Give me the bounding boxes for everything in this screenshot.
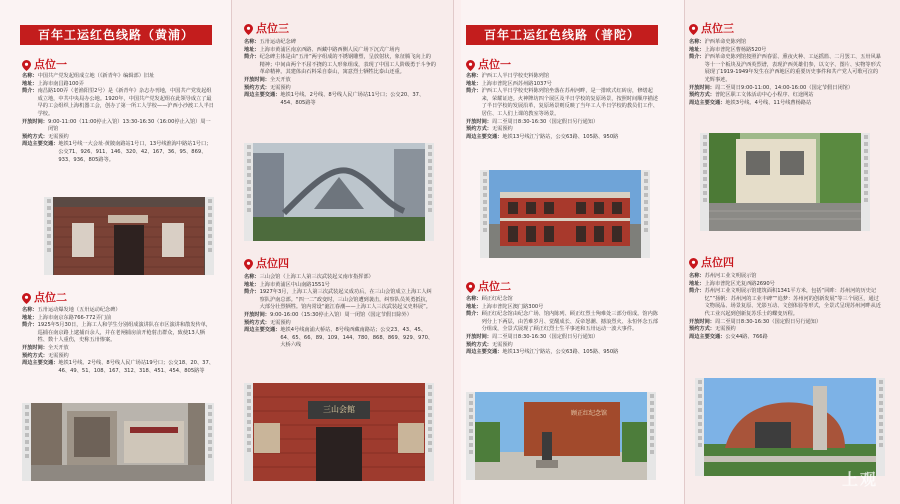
film-strip bbox=[861, 133, 870, 231]
film-strip bbox=[244, 383, 253, 481]
point-info bbox=[244, 274, 436, 350]
info-row-name: 名称： 五卅运动纪念碑 bbox=[244, 39, 296, 45]
fold-line bbox=[684, 0, 685, 504]
point-title: 点位四 bbox=[256, 257, 289, 270]
photo-gu-zhenghong-memorial bbox=[466, 392, 656, 480]
info-row-intro: 简介： 纪念碑主体是由“五卅”两字组成的不锈钢雕塑，呈放射状，象征腾飞向上的精神；中间由两个不屈不挠的工人形象组成，表现了中国工人阶级勇于斗争的革命精神。其建体由石料采自泰山，寓意烈士牺牲比泰山还重。 bbox=[244, 54, 436, 76]
film-strip bbox=[480, 170, 489, 258]
film-strip bbox=[425, 143, 434, 241]
location-pin-icon bbox=[244, 259, 253, 270]
film-strip bbox=[700, 133, 709, 231]
location-pin-icon bbox=[689, 24, 698, 35]
point-info bbox=[689, 273, 881, 341]
point-heading bbox=[244, 22, 289, 36]
info-row-intro: 简介： 南昌路100弄（老渔阳里2号）是《新青年》杂志办刊地，中国共产党发起组成立地，中共中央局办公地。1920年，中国共产党发起组在此领导成立了最早的工会组织上海机器工会，创办了第一所工人学校——沪西小沙渡工人半日学校。 bbox=[22, 88, 214, 117]
point-title: 点位三 bbox=[701, 22, 734, 35]
location-pin-icon bbox=[466, 282, 475, 293]
film-strip bbox=[205, 197, 214, 275]
info-row-intro: 简介： 沪西革命史陈列馆按照沪西春雷、熏夜火种、工运摇篮、二月罢工、五卅风暴等十一个板块及沪西英烈谱，表现沪西英雄们参，以文字、图片、实物等形式展现了1919-1949年发生在沪西地区的重要历史事件和共产党人可歌可泣的光辉事迹。 bbox=[689, 54, 881, 83]
info-row-address: 地址： 上海市南京东路766-772弄门前 bbox=[22, 314, 112, 321]
film-strip bbox=[205, 403, 214, 481]
info-row-hours: 开放时间： 周二至周日8:30-16:30（国定假日另行通知） bbox=[466, 118, 599, 125]
point-title: 点位三 bbox=[256, 22, 289, 35]
point-info bbox=[244, 39, 436, 107]
fold-line bbox=[453, 0, 454, 504]
info-row-hours: 开放时间： 周二至周日8:30-16:30（国定假日另行通知） bbox=[689, 318, 822, 325]
info-row-name: 名称： 三山会馆（上海工人第三次武装起义南市指挥部） bbox=[244, 274, 374, 280]
film-strip bbox=[244, 143, 253, 241]
film-strip bbox=[22, 403, 31, 481]
info-row-name: 名称： 中国共产党发起组成立地（《新青年》编辑部）旧址 bbox=[22, 73, 155, 79]
info-row-booking: 预约方式： 无需预约 bbox=[244, 84, 291, 91]
info-row-intro: 简介： 顾正红纪念馆由纪念广场、馆内陈列、顾正红烈士殉难处三部分组成。馆内陈列分上下两层，由苦难岁月、觉醒成长、反帝怒潮、撼浪烈火、永恒怀念五部分组成，全景式展现了顾正红烈士生平事迹和五卅运动一波大事件。 bbox=[466, 311, 658, 333]
sign-text: 顾正红纪念馆 bbox=[570, 410, 607, 417]
info-row-booking: 预约方式： 无需预约 bbox=[22, 133, 69, 140]
info-row-booking: 预约方式： 无需预约 bbox=[466, 341, 513, 348]
watermark-logo: 上观 bbox=[841, 470, 878, 489]
info-row-transport: 周边主要交通： 地铁1号线、2号线、8号线人民广场站19号口；公交18、20、37、46、49、51、108、167、312、318、451、454、805路等 bbox=[22, 360, 214, 374]
point-title: 点位一 bbox=[478, 58, 511, 71]
sign-text: 三山会館 bbox=[323, 405, 355, 414]
info-row-booking: 预约方式： 无需预约 bbox=[244, 319, 291, 326]
info-row-hours: 开放时间： 全天开放 bbox=[244, 76, 291, 83]
point-title: 点位四 bbox=[701, 256, 734, 269]
route-banner-putuo: 百年工运红色线路（普陀） bbox=[466, 25, 658, 45]
point-info bbox=[466, 73, 658, 141]
photo-worker-school-building bbox=[480, 170, 650, 258]
info-row-transport: 周边主要交通： 公交44路、766路 bbox=[689, 333, 768, 340]
info-row-address: 地址： 上海市黄浦区中山南路1551号 bbox=[244, 281, 330, 288]
info-row-booking: 预约方式： 无需预约 bbox=[466, 126, 513, 133]
info-row-intro: 简介： 苏州河工业文明展示馆建筑面积1341平方米，包括“回眸：苏州河的历史记忆”“扬帆：苏州河的工业丰碑”“追梦：苏州河的创新发展”等三个展区，通过文物展品、场景复原、光影互动、文创体验等形式，全景式呈现苏州河畔从近代工业兴起到创新复苏乐士的蝶变历程。 bbox=[689, 288, 881, 317]
info-row-booking: 预约方式： 无需预约 bbox=[22, 352, 69, 359]
route-banner-huangpu: 百年工运红色线路（黄浦） bbox=[20, 25, 212, 45]
film-strip bbox=[641, 170, 650, 258]
info-row-transport: 周边主要交通： 地铁3号线、4号线、11号线曹杨路站 bbox=[689, 99, 812, 106]
location-pin-icon bbox=[466, 60, 475, 71]
info-row-transport: 周边主要交通： 地铁1号线一大会址·黄陂南路站1号口，13号线淮海中路站1号口；公交71、926、911、146、320、42、167、36、95、869、933、936、805路等。 bbox=[22, 141, 212, 163]
film-strip bbox=[44, 197, 53, 275]
info-row-hours: 开放时间： 全天开放 bbox=[22, 344, 69, 351]
point-heading bbox=[466, 58, 511, 72]
location-pin-icon bbox=[22, 293, 31, 304]
point-info bbox=[466, 296, 658, 357]
info-row-address: 地址： 上海市普陀区西苏州路1037号 bbox=[466, 80, 552, 87]
point-heading bbox=[22, 291, 67, 305]
location-pin-icon bbox=[22, 60, 31, 71]
film-strip bbox=[647, 392, 656, 480]
photo-street-memorial bbox=[22, 403, 214, 481]
info-row-transport: 周边主要交通： 地铁4号线南浦大桥站、8号线西藏南路站；公交23、43、45、64、65、66、89、109、144、780、868、869、929、970、大桥六线 bbox=[244, 327, 434, 349]
info-row-address: 地址： 上海市南昌路100弄 bbox=[22, 80, 84, 87]
info-row-address: 地址： 上海市普陀区光复西路2690号 bbox=[689, 280, 775, 287]
info-row-address: 地址： 上海市黄浦区南京西路、西藏中路西侧人民广场下沉式广场内 bbox=[244, 46, 400, 53]
point-info bbox=[22, 307, 214, 375]
location-pin-icon bbox=[689, 258, 698, 269]
info-row-intro: 简介： 1927年3月，上海工人第三次武装起义成功后，在三山会馆成立上海工人纠察队沪南总部。“四一二”政变时，三山会馆遭到袭击，纠察队员英勇抵抗，大部分壮烈牺牲。馆内常设“滬江春潮——上海工人三次武装起义史料展”。 bbox=[244, 289, 432, 311]
info-row-transport: 周边主要交通： 地铁13号线江宁路站，公交63路、105路、950路 bbox=[466, 133, 619, 140]
point-title: 点位一 bbox=[34, 58, 67, 71]
info-row-booking: 预约方式： 普陀区职工文体活动中心小程序、红途网站 bbox=[689, 92, 814, 99]
info-row-hours: 开放时间： 9:00-16:00（15:30停止入馆）周一闭馆（国定节假日除外） bbox=[244, 311, 412, 318]
photo-suzhou-creek-industry-museum bbox=[695, 378, 885, 476]
point-heading bbox=[22, 58, 67, 72]
film-strip bbox=[425, 383, 434, 481]
point-info bbox=[689, 39, 881, 107]
info-row-name: 名称： 沪西革命史陈列馆 bbox=[689, 39, 747, 45]
photo-may30-monument bbox=[244, 143, 434, 241]
point-heading bbox=[244, 257, 289, 271]
photo-brick-building bbox=[44, 197, 214, 275]
info-row-name: 名称： 顾正红纪念馆 bbox=[466, 296, 513, 302]
film-strip bbox=[695, 378, 704, 476]
info-row-hours: 开放时间： 9:00-11:00（11:00停止入馆）13:30-16:30（16:00停止入馆）周一闭馆 bbox=[22, 118, 211, 133]
info-row-transport: 周边主要交通： 地铁1号线、2号线、8号线人民广场站11号口；公交20、37、454、805路等 bbox=[244, 92, 425, 106]
point-info bbox=[22, 73, 214, 164]
info-row-address: 地址： 上海市普陀区澳门路300号 bbox=[466, 303, 544, 310]
info-row-address: 地址： 上海市普陀区曹杨路520号 bbox=[689, 46, 767, 53]
info-row-hours: 开放时间： 周二至周日8:30-16:30（国定假日另行通知） bbox=[466, 333, 599, 340]
info-row-name: 名称： 五卅运动爆发地（五卅运动纪念碑） bbox=[22, 307, 121, 313]
info-row-name: 名称： 沪西工人半日学校史料陈列馆 bbox=[466, 73, 550, 79]
info-row-booking: 预约方式： 无需预约 bbox=[689, 326, 736, 333]
point-title: 点位二 bbox=[34, 291, 67, 304]
info-row-name: 名称： 苏州河工业文明展示馆 bbox=[689, 273, 757, 279]
point-heading bbox=[689, 22, 734, 36]
location-pin-icon bbox=[244, 24, 253, 35]
point-heading bbox=[689, 256, 734, 270]
photo-huxi-revolution-museum bbox=[700, 133, 870, 231]
info-row-hours: 开放时间： 周二至周日9:00-11:00、14:00-16:00（国定节假日闭馆） bbox=[689, 84, 854, 91]
point-title: 点位二 bbox=[478, 280, 511, 293]
film-strip bbox=[876, 378, 885, 476]
info-row-intro: 简介： 1925年5月30日，上海工人和学生分别组成演讲队在市区演讲和散发传单，巡捕在南京路上逮捕百余人，并在老闸捕房前开枪射击群众，致使13人牺牲、数十人重伤，史称五卅惨案。 bbox=[22, 322, 212, 344]
info-row-transport: 周边主要交通： 地铁13号线江宁路站，公交63路、105路、950路 bbox=[466, 349, 619, 356]
info-row-intro: 简介： 沪西工人半日学校史料陈列馆坐落在苏州河畔，是一排欧式红砖房，修缮起来，荣耀证迹。火神牌坊四个展区及半日学校的复原场景，按照时间顺序描述了半日学校的发展沿革，复原场景则反映了当年工人半日学校的教员们工作、居住、工人们上课的教室等场景。 bbox=[466, 88, 658, 117]
photo-sanshan-guild-hall bbox=[244, 383, 434, 481]
fold-line bbox=[231, 0, 232, 504]
point-heading bbox=[466, 280, 511, 294]
film-strip bbox=[466, 392, 475, 480]
